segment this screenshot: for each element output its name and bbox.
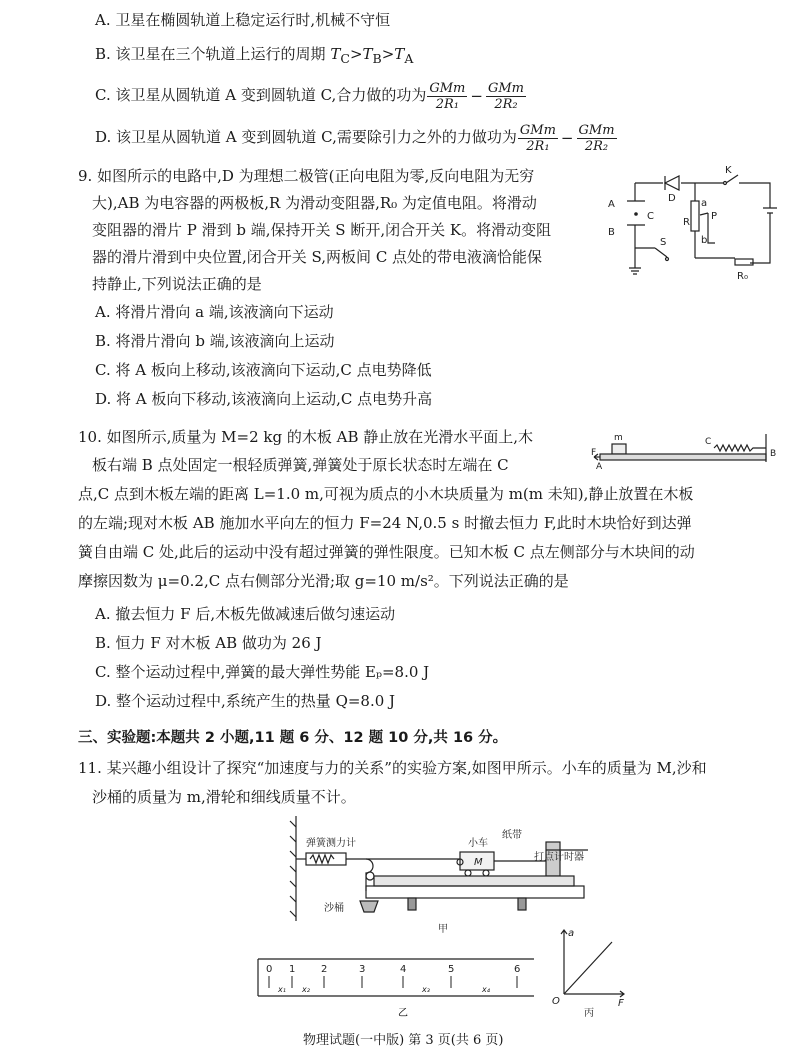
label-bucket: 沙桶	[324, 903, 344, 914]
q10-line-2: 板右端 B 点处固定一根轻质弹簧,弹簧处于原长状态时左端在 C	[92, 456, 509, 474]
q8-option-c-text: C. 该卫星从圆轨道 A 变到圆轨道 C,合力做的功为	[95, 86, 427, 104]
label-B: B	[608, 227, 615, 238]
q10-line-1: 10. 如图所示,质量为 M=2 kg 的木板 AB 静止放在光滑水平面上,木	[78, 428, 534, 446]
label-A: A	[596, 462, 603, 472]
tape-tick-label: 5	[448, 964, 455, 975]
label-D: D	[668, 193, 676, 204]
q9-option-b: B. 将滑片滑向 b 端,该液滴向上运动	[95, 332, 335, 350]
label-tape: 纸带	[502, 830, 522, 841]
figure-yi-caption: 乙	[398, 1008, 408, 1019]
section-3-heading: 三、实验题:本题共 2 小题,11 题 6 分、12 题 10 分,共 16 分。	[78, 730, 508, 746]
q9-option-d: D. 将 A 板向下移动,该液滴向上运动,C 点电势升高	[95, 390, 433, 408]
q8-option-b: B. 该卫星在三个轨道上运行的周期 $T_C>T_B>T_A$	[95, 45, 414, 66]
tape-tick-label: 1	[289, 964, 296, 975]
label-R0: R₀	[737, 271, 748, 282]
label-cart: 小车	[468, 838, 488, 849]
q11-line-1: 11. 某兴趣小组设计了探究“加速度与力的关系”的实验方案,如图甲所示。小车的质量为 M,沙和	[78, 759, 707, 777]
tape-tick-label: 0	[266, 964, 273, 975]
q9-option-c: C. 将 A 板向上移动,该液滴向下运动,C 点电势降低	[95, 361, 432, 379]
label-R: R	[683, 217, 690, 228]
label-P: P	[711, 211, 718, 222]
label-F: F	[591, 448, 597, 458]
q10-line-4: 的左端;现对木板 AB 施加水平向左的恒力 F=24 N,0.5 s 时撤去恒力 F,此时木块恰好到达弹	[78, 514, 692, 532]
q9-option-a: A. 将滑片滑向 a 端,该液滴向下运动	[95, 303, 334, 321]
page-footer: 物理试题(一中版) 第 3 页(共 6 页)	[303, 1033, 504, 1048]
label-m: m	[614, 433, 623, 443]
q8-option-c: C. 该卫星从圆轨道 A 变到圆轨道 C,合力做的功为 $\frac{\text{GMm}}{\text{2R₁}}$ − $\frac{\text{GMm}}{\text{2R₂}}$	[95, 80, 524, 112]
label-x2: x₂	[302, 985, 310, 994]
figure-jia-caption: 甲	[438, 924, 448, 935]
label-b: b	[701, 235, 708, 246]
label-x1: x₁	[278, 985, 286, 994]
q9-circuit-diagram	[605, 163, 785, 288]
label-x4: x₄	[482, 985, 490, 994]
label-S: S	[660, 237, 667, 248]
label-a: a	[701, 198, 708, 209]
tape-tick-label: 4	[400, 964, 407, 975]
q10-line-5: 簧自由端 C 处,此后的运动中没有超过弹簧的弹性限度。已知木板 C 点左侧部分与木块间的动	[78, 543, 695, 561]
figure-yi-tape	[258, 958, 534, 1020]
q8-option-d: D. 该卫星从圆轨道 A 变到圆轨道 C,需要除引力之外的力做功为 $\frac{\text{GMm}}{\text{2R₁}}$ − $\frac{\text{GMm}}{\text{2R₂}}$	[95, 122, 615, 154]
q10-option-c: C. 整个运动过程中,弹簧的最大弹性势能 Eₚ=8.0 J	[95, 663, 430, 681]
tape-tick-label: 6	[514, 964, 521, 975]
fraction: $\frac{\text{GMm}}{\text{2R₂}}$	[487, 80, 524, 112]
figure-jia-apparatus	[288, 816, 588, 936]
q9-line-4: 器的滑片滑到中央位置,闭合开关 S,两板间 C 点处的带电液滴恰能保	[92, 248, 543, 266]
q8-option-a: A. 卫星在椭圆轨道上稳定运行时,机械不守恒	[95, 11, 391, 29]
q9-line-2: 大),AB 为电容器的两极板,R 为滑动变阻器,R₀ 为定值电阻。将滑动	[92, 194, 537, 212]
label-origin: O	[552, 996, 560, 1007]
q10-board-diagram	[592, 428, 784, 470]
q10-option-b: B. 恒力 F 对木板 AB 做功为 26 J	[95, 634, 322, 652]
q10-line-3: 点,C 点到木板左端的距离 L=1.0 m,可视为质点的小木块质量为 m(m 未知),静止放置在木板	[78, 485, 694, 503]
label-spring-scale: 弹簧测力计	[306, 838, 356, 849]
label-C: C	[705, 437, 712, 447]
label-B: B	[770, 449, 777, 459]
figure-bing-graph	[548, 926, 630, 1018]
fraction: $\frac{\text{GMm}}{\text{2R₂}}$	[578, 122, 615, 154]
tape-tick-label: 2	[321, 964, 328, 975]
tape-tick-label: 3	[359, 964, 366, 975]
label-M: M	[474, 857, 483, 868]
fraction: $\frac{\text{GMm}}{\text{2R₁}}$	[429, 80, 466, 112]
q10-line-6: 摩擦因数为 μ=0.2,C 点右侧部分光滑;取 g=10 m/s²。下列说法正确的是	[78, 572, 569, 590]
label-f-axis: F	[618, 998, 624, 1009]
label-timer: 打点计时器	[534, 852, 584, 863]
figure-bing-caption: 丙	[584, 1008, 594, 1019]
label-x3: x₃	[422, 985, 430, 994]
q9-line-1: 9. 如图所示的电路中,D 为理想二极管(正向电阻为零,反向电阻为无穷	[78, 167, 535, 185]
q9-line-5: 持静止,下列说法正确的是	[92, 275, 262, 293]
q8-option-d-text: D. 该卫星从圆轨道 A 变到圆轨道 C,需要除引力之外的力做功为	[95, 128, 517, 146]
label-A: A	[608, 199, 615, 210]
label-a-axis: a	[568, 928, 575, 939]
label-K: K	[725, 165, 732, 176]
fraction: $\frac{\text{GMm}}{\text{2R₁}}$	[519, 122, 556, 154]
q10-option-d: D. 整个运动过程中,系统产生的热量 Q=8.0 J	[95, 692, 396, 710]
q11-line-2: 沙桶的质量为 m,滑轮和细线质量不计。	[92, 788, 356, 806]
q9-line-3: 变阻器的滑片 P 滑到 b 端,保持开关 S 断开,闭合开关 K。将滑动变阻	[92, 221, 552, 239]
label-C: C	[647, 211, 654, 222]
q10-option-a: A. 撤去恒力 F 后,木板先做减速后做匀速运动	[95, 605, 396, 623]
